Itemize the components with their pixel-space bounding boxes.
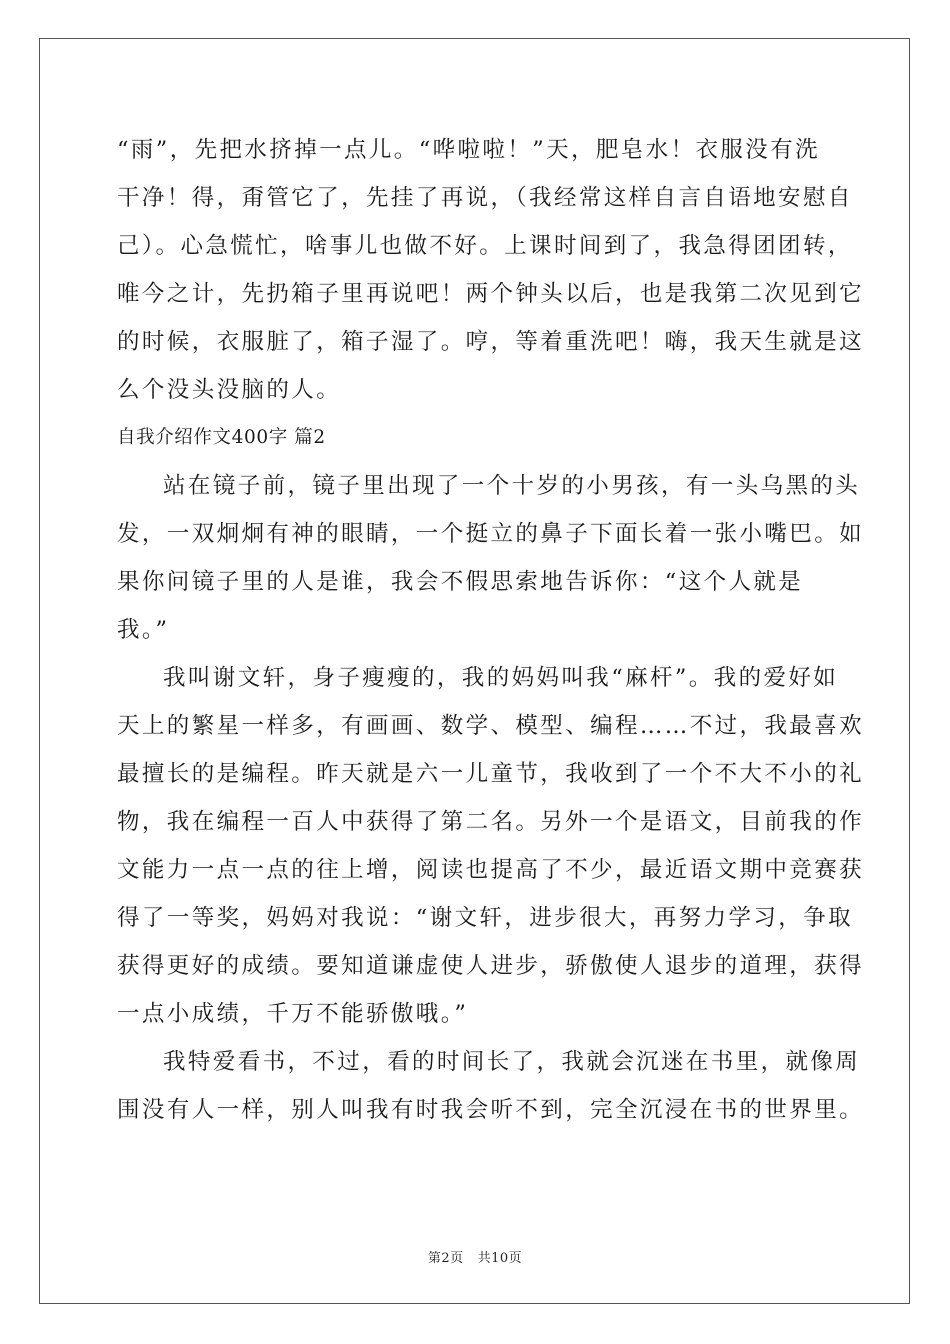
text-line: 文能力一点一点的往上增，阅读也提高了不少，最近语文期中竞赛获	[117, 857, 865, 883]
text-line: 果你问镜子里的人是谁，我会不假思索地告诉你：“这个人就是	[117, 569, 804, 595]
text-line: 物，我在编程一百人中获得了第二名。另外一个是语文，目前我的作	[117, 809, 865, 835]
text-line: 我。”	[117, 617, 170, 643]
text-line: 最擅长的是编程。昨天就是六一儿童节，我收到了一个不大不小的礼	[117, 761, 865, 787]
text-line: 天上的繁星一样多，有画画、数学、模型、编程……不过，我最喜欢	[117, 713, 865, 739]
page-total: 共10页	[477, 1251, 523, 1266]
document-body	[117, 126, 865, 1134]
text-line: 么个没头没脑的人。	[117, 377, 342, 403]
text-line: 围没有人一样，别人叫我有时我会听不到，完全沉浸在书的世界里。	[117, 1097, 865, 1123]
text-line: 发，一双炯炯有神的眼睛，一个挺立的鼻子下面长着一张小嘴巴。如	[117, 521, 865, 547]
page-footer	[0, 1247, 950, 1266]
section-heading: 自我介绍作文400字 篇2	[117, 427, 326, 448]
text-line: 获得更好的成绩。要知道谦虚使人进步，骄傲使人退步的道理，获得	[117, 953, 865, 979]
text-line: “雨”，先把水挤掉一点儿。“哗啦啦！”天，肥皂水！衣服没有洗	[117, 137, 821, 163]
text-line: 我叫谢文轩，身子瘦瘦的，我的妈妈叫我“麻杆”。我的爱好如	[163, 665, 839, 691]
page-number: 第2页	[427, 1251, 464, 1266]
text-line: 得了一等奖，妈妈对我说：“谢文轩，进步很大，再努力学习，争取	[117, 905, 854, 931]
text-line: 干净！得，甭管它了，先挂了再说，（我经常这样自言自语地安慰自	[117, 185, 853, 211]
text-line: 的时候，衣服脏了，箱子湿了。哼，等着重洗吧！嗨，我天生就是这	[117, 329, 865, 355]
text-line: 己）。心急慌忙，啥事儿也做不好。上课时间到了，我急得团团转，	[117, 233, 853, 259]
text-line: 唯今之计，先扔箱子里再说吧！两个钟头以后，也是我第二次见到它	[117, 281, 865, 307]
text-line: 站在镜子前，镜子里出现了一个十岁的小男孩，有一头乌黑的头	[163, 473, 861, 499]
text-line: 一点小成绩，千万不能骄傲哦。”	[117, 1001, 469, 1027]
text-line: 我特爱看书，不过，看的时间长了，我就会沉迷在书里，就像周	[163, 1049, 861, 1075]
